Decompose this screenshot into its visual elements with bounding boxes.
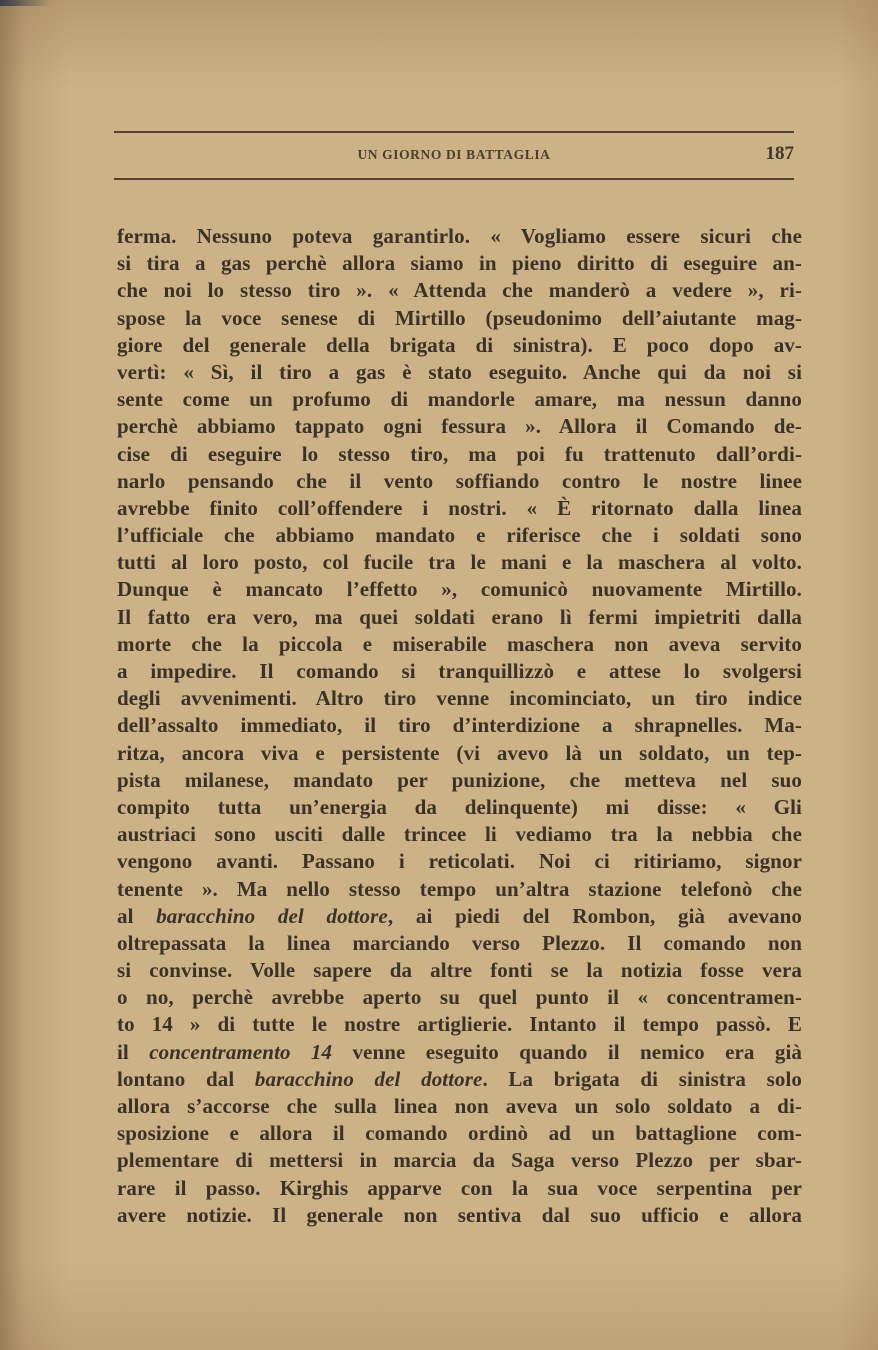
text-line: si convinse. Volle sapere da altre fonti se la notizia fosse vera [117,958,802,983]
text-line: morte che la piccola e miserabile maschera non aveva servito [117,631,802,656]
italic-term: concentramento 14 [149,1039,333,1064]
text-line: spose la voce senese di Mirtillo (pseudonimo dell’aiutante mag- [117,305,802,330]
text-line: avrebbe finito coll’offendere i nostri. « È ritornato dalla linea [117,495,802,520]
text-span: al [117,903,157,928]
text-line: allora s’accorse che sulla linea non aveva un solo soldato a di- [117,1094,802,1118]
text-line-with-italic [117,1039,802,1066]
text-line: pista milanese, mandato per punizione, che metteva nel suo [117,767,802,792]
text-span: venne eseguito quando il nemico era già [332,1039,802,1064]
text-line: to 14 » di tutte le nostre artiglierie. Intanto il tempo passò. E [117,1012,802,1037]
text-line: o no, perchè avrebbe aperto su quel punto il « concentramen- [117,985,802,1010]
header-rule-bottom [114,178,794,180]
running-head-title: UN GIORNO DI BATTAGLIA [357,147,551,162]
text-span: , ai piedi del Rombon, già avevano [387,903,802,928]
text-span: . La brigata di sinistra solo [482,1066,803,1091]
text-line: austriaci sono usciti dalle trincee li vediamo tra la nebbia che [117,822,802,847]
page-number: 187 [765,143,794,164]
running-head [114,131,794,181]
text-line: si tira a gas perchè allora siamo in pieno diritto di eseguire an- [117,251,802,276]
text-line: Il fatto era vero, ma quei soldati erano lì fermi impietriti dalla [117,604,802,629]
text-line: l’ufficiale che abbiamo mandato e riferisce che i soldati sono [117,523,802,548]
body-text [117,223,802,1229]
text-line: vertì: « Sì, il tiro a gas è stato eseguito. Anche qui da noi si [117,359,802,384]
text-line: a impedire. Il comando si tranquillizzò e attese lo svolgersi [117,659,802,683]
text-line: narlo pensando che il vento soffiando contro le nostre linee [117,468,802,493]
text-line: vengono avanti. Passano i reticolati. Noi ci ritiriamo, signor [117,849,802,874]
text-line: sente come un profumo di mandorle amare, ma nessun danno [117,387,802,412]
text-line-with-italic [117,1066,802,1093]
text-line: che noi lo stesso tiro ». « Attenda che manderò a vedere », ri- [117,278,802,303]
text-line: perchè abbiamo tappato ogni fessura ». Allora il Comando de- [117,414,802,439]
text-line: Dunque è mancato l’effetto », comunicò nuovamente Mirtillo. [117,577,802,602]
text-span: lontano dal [117,1066,255,1091]
text-line: oltrepassata la linea marciando verso Plezzo. Il comando non [117,930,802,955]
text-line: dell’assalto immediato, il tiro d’interdizione a shrapnelles. Ma- [117,713,802,738]
text-line: ferma. Nessuno poteva garantirlo. « Vogliamo essere sicuri che [117,224,802,248]
text-line: rare il passo. Kirghis apparve con la sua voce serpentina per [117,1175,802,1200]
text-line: ritza, ancora viva e persistente (vi avevo là un soldato, un tep- [117,740,802,765]
text-line: sposizione e allora il comando ordinò ad un battaglione com- [117,1121,802,1146]
text-line: plementare di mettersi in marcia da Saga verso Plezzo per sbar- [117,1148,802,1173]
italic-place-name: baracchino del dottore [156,903,388,928]
text-line: cise di eseguire lo stesso tiro, ma poi fu trattenuto dall’ordi- [117,441,802,466]
text-line: avere notizie. Il generale non sentiva dal suo ufficio e allora [117,1202,802,1227]
text-line: compito tutta un’energia da delinquente) mi disse: « Gli [117,794,802,819]
italic-place-name: baracchino del dottore [254,1066,483,1091]
text-line: tutti al loro posto, col fucile tra le mani e la maschera al volto. [117,550,802,575]
text-line: degli avvenimenti. Altro tiro venne incominciato, un tiro indice [117,686,802,711]
header-rule-top [114,131,794,133]
text-span: il [117,1039,150,1064]
page-corner-shadow [0,0,50,6]
text-line-with-italic [117,903,802,930]
text-line: tenente ». Ma nello stesso tempo un’altra stazione telefonò che [117,876,802,901]
text-line: giore del generale della brigata di sinistra). E poco dopo av- [117,332,802,357]
